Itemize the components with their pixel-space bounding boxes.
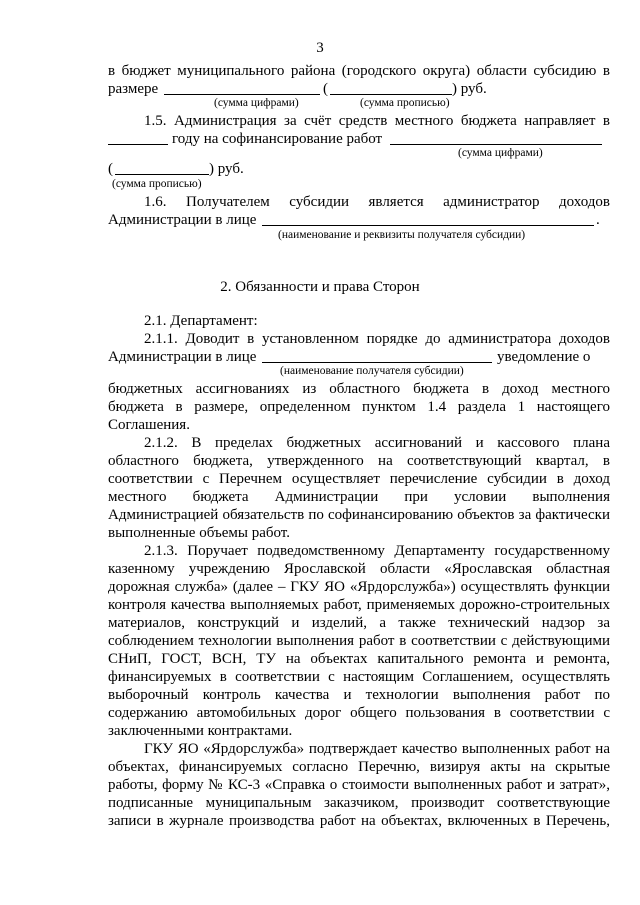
caption: (сумма прописью) [112, 178, 202, 190]
text: году на софинансирование работ [172, 131, 383, 147]
label-amount: размере [108, 81, 159, 97]
paragraph-line: работы, форму № КС-3 «Справка о стоимости выполненных работ и затрат», [108, 777, 610, 793]
paragraph-line: соблюдением технологии выполнения работ в соответствии с действующими [108, 633, 610, 649]
paragraph-line: местного бюджета Администрации при условии выполнения [108, 489, 610, 505]
paragraph-line: 1.6. Получателем субсидии является администратор доходов [144, 194, 610, 210]
paragraph-line: финансируемых в соответствии с настоящим Соглашением, осуществлять [108, 669, 610, 685]
section-title-line [0, 278, 640, 300]
paragraph-line: материалов, конструкций и изделий, а также технический надзор за [108, 615, 610, 631]
paragraph-line: дорожная служба» (далее – ГКУ ЯО «Ярдорслужба») осуществлять функции [108, 579, 610, 595]
text: Администрации в лице [108, 349, 257, 365]
paragraph-line: выборочный контроль качества и технологии выполнения работ по [108, 687, 610, 703]
paragraph-line: бюджетных ассигнованиях из областного бюджета в доход местного [108, 381, 610, 397]
paragraph-line: записи в журнале производства работ на объектах, включенных в Перечень, [108, 813, 610, 829]
page-number: 3 [316, 40, 324, 56]
paragraph-line: 1.5. Администрация за счёт средств местного бюджета направляет в [144, 113, 610, 129]
text-line [0, 812, 640, 834]
caption: (наименование и реквизиты получателя субсидии) [278, 229, 526, 241]
blank-field [108, 130, 168, 145]
clause-heading: 2.1. Департамент: [144, 313, 258, 329]
paragraph-line: областного бюджета, утвержденного на соответствующий квартал, в [108, 453, 610, 469]
caption: (наименование получателя субсидии) [280, 365, 464, 377]
paragraph-last-line: выполненные объемы работ. [108, 525, 290, 541]
paragraph-line: ГКУ ЯО «Ярдорслужба» подтверждает качество выполненных работ на [144, 741, 610, 757]
text: . [596, 212, 600, 228]
caption-line [0, 229, 640, 251]
text: уведомление о [497, 349, 591, 365]
blank-field [164, 80, 320, 95]
caption: (сумма цифрами) [458, 147, 543, 159]
paren-open: ( [108, 161, 113, 177]
paragraph-line: бюджета в размере, определенном пунктом 1.4 раздела 1 настоящего [108, 399, 610, 415]
section-title: 2. Обязанности и права Сторон [220, 279, 420, 295]
paragraph-last-line: Соглашения. [108, 417, 190, 433]
blank-field [330, 80, 452, 95]
blank-field [115, 160, 209, 175]
blank-field [262, 211, 594, 226]
caption: (сумма прописью) [360, 97, 450, 109]
paragraph-line: объектах, финансируемых согласно Перечню, визируя акты на скрытые [108, 759, 610, 775]
currency-suffix: ) руб. [209, 161, 244, 177]
paragraph-line: Администрацией обязательств по софинансированию объектов за фактически [108, 507, 610, 523]
paragraph-line: 2.1.3. Поручает подведомственному Департаменту государственному [144, 543, 610, 559]
paragraph-line: 2.1.1. Доводит в установленном порядке до администратора доходов [144, 331, 610, 347]
paragraph-line: контроля качества выполняемых работ, применяемых дорожно-строительных [108, 597, 610, 613]
paragraph-line: 2.1.2. В пределах бюджетных ассигнований и кассового плана [144, 435, 610, 451]
paragraph-line: казенному учреждению Ярославской области «Ярославская областная [108, 561, 610, 577]
paren-open: ( [323, 81, 328, 97]
paragraph-line: соответствии с Перечнем осуществляет перечисление субсидии в доход [108, 471, 610, 487]
currency-suffix: ) руб. [452, 81, 487, 97]
caption: (сумма цифрами) [214, 97, 299, 109]
paragraph-last-line: заключенными контрактами. [108, 723, 293, 739]
paragraph-line: содержанию автомобильных дорог общего пользования в соответствии с [108, 705, 610, 721]
text: Администрации в лице [108, 212, 257, 228]
paragraph-line: в бюджет муниципального района (городского округа) области субсидию в [108, 63, 610, 79]
paragraph-line: подписанные муниципальным заказчиком, производит соответствующие [108, 795, 610, 811]
blank-field [390, 130, 602, 145]
paragraph-line: СНиП, ГОСТ, ВСН, ТУ на объектах капитального ремонта и ремонта, [108, 651, 610, 667]
blank-field [262, 348, 492, 363]
